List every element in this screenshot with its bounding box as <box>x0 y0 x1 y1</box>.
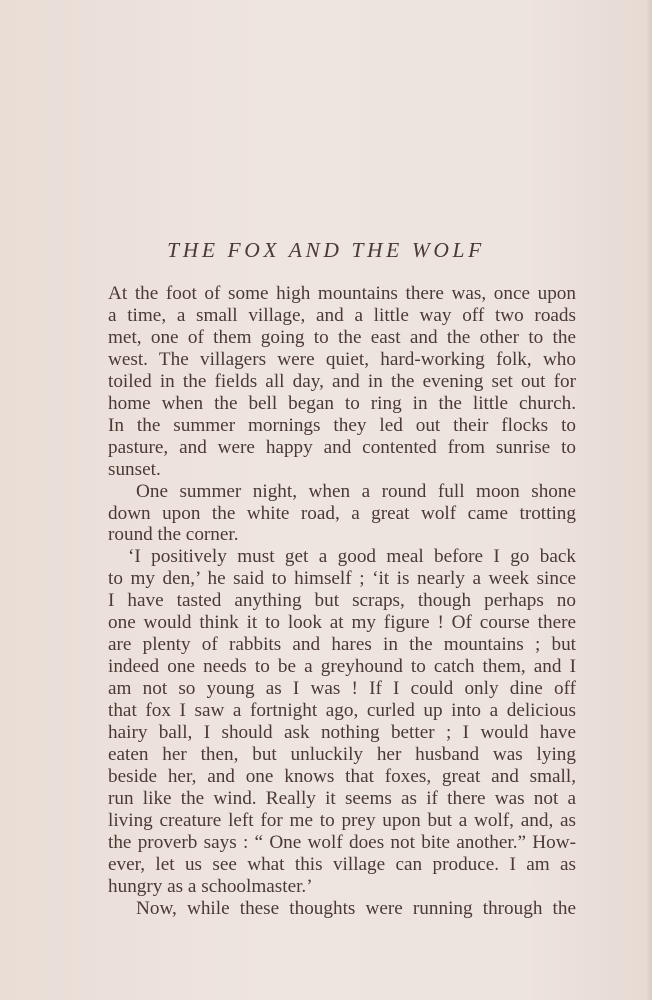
text-line: Now, while these thoughts were running through the <box>136 897 576 919</box>
text-line: At the foot of some high mountains there was, once upon <box>108 283 576 304</box>
text-line: the proverb says : “ One wolf does not bite another.” How- <box>108 831 576 853</box>
page-edge-shadow <box>646 0 652 1000</box>
text-line: am not so young as I was ! If I could only dine off <box>108 678 576 700</box>
story-text <box>108 283 576 920</box>
text-line: a time, a small village, and a little way off two roads <box>108 304 576 326</box>
text-line: met, one of them going to the east and the other to the <box>108 326 576 348</box>
text-line: round the corner. <box>108 524 239 546</box>
text-line: ever, let us see what this village can produce. I am as <box>108 853 576 875</box>
text-line: eaten her then, but unluckily her husband was lying <box>108 744 576 766</box>
text-line: toiled in the fields all day, and in the evening set out for <box>108 370 576 392</box>
text-line: beside her, and one knows that foxes, great and small, <box>108 765 576 787</box>
text-line: that fox I saw a fortnight ago, curled up into a delicious <box>108 700 576 722</box>
text-line: to my den,’ he said to himself ; ‘it is nearly a week since <box>108 568 576 590</box>
text-line: west. The villagers were quiet, hard-working folk, who <box>108 348 576 370</box>
text-line: In the summer mornings they led out their flocks to <box>108 414 576 436</box>
text-line: down upon the white road, a great wolf came trotting <box>108 502 576 524</box>
text-line: pasture, and were happy and contented from sunrise to <box>108 436 576 458</box>
text-line: living creature left for me to prey upon but a wolf, and, as <box>108 809 576 831</box>
text-line: run like the wind. Really it seems as if there was not a <box>108 787 576 809</box>
text-line: indeed one needs to be a greyhound to catch them, and I <box>108 656 576 678</box>
text-line: sunset. <box>108 458 161 480</box>
text-line: home when the bell began to ring in the little church. <box>108 392 576 414</box>
text-line: I have tasted anything but scraps, though perhaps no <box>108 590 576 612</box>
text-line: hungry as a schoolmaster.’ <box>108 875 313 897</box>
text-line: one would think it to look at my figure ! Of course there <box>108 612 576 634</box>
chapter-title: THE FOX AND THE WOLF <box>167 238 485 262</box>
text-line: hairy ball, I should ask nothing better ; I would have <box>108 722 576 744</box>
text-line: ‘I positively must get a good meal before I go back <box>128 546 576 568</box>
text-line: One summer night, when a round full moon shone <box>136 480 576 502</box>
text-line: are plenty of rabbits and hares in the mountains ; but <box>108 634 576 656</box>
